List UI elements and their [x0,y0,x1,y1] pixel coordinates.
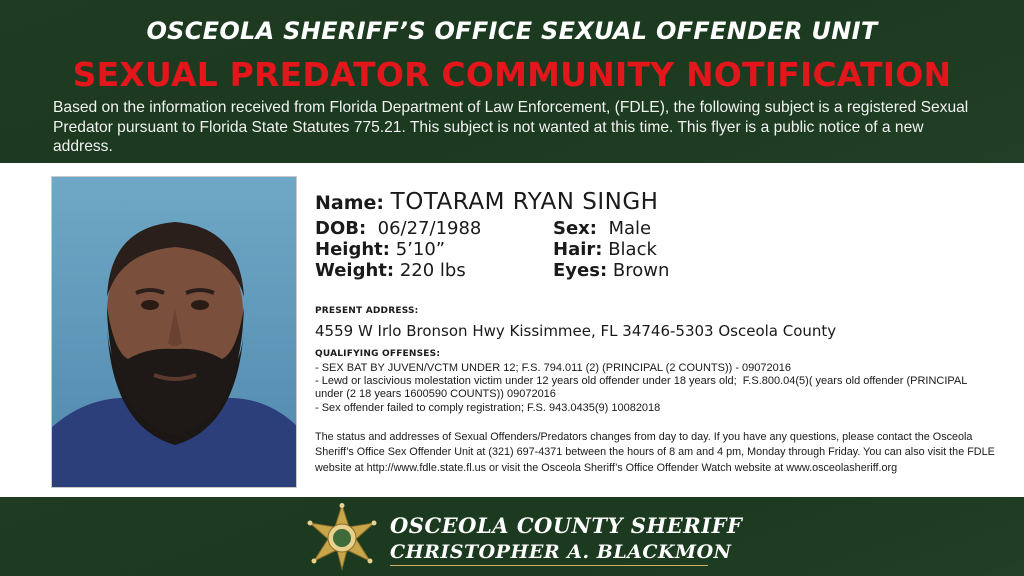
offense-item: - Sex offender failed to comply registration; F.S. 943.0435(9) 10082018 [315,401,661,414]
present-address: 4559 W Irlo Bronson Hwy Kissimmee, FL 34746-5303 Osceola County [315,322,837,340]
address-label: PRESENT ADDRESS: [315,306,419,316]
subject-name: TOTARAM RYAN SINGH [390,189,659,215]
sex-label: Sex: [553,218,597,239]
header-banner [0,0,1024,163]
dob-value: 06/27/1988 [377,218,482,239]
offense-item: - SEX BAT BY JUVEN/VCTM UNDER 12; F.S. 794.011 (2) (PRINCIPAL (2 COUNTS)) - 09072016 [315,362,792,374]
weight-row [315,260,466,281]
hair-label: Hair: [553,239,603,260]
weight-value: 220 lbs [399,260,466,281]
sheriff-star-icon [304,503,380,571]
sex-row [553,218,651,239]
height-value: 5’10” [395,239,446,260]
contact-notice: The status and addresses of Sexual Offenders/Predators changes from day to day. If you have any questions, please contact the Osceola Sheriff’s Office Sex Offender Unit at (321) 697-4371 between the hours of 8 am and 4 pm, Monday through Friday. You can also visit the FDLE website at http://www.fdle.state.fl.us or visit the Osceola Sheriff’s Office Offender Watch website at www.osceolasheriff.org [315,431,995,474]
footer-divider [390,565,708,566]
agency-name: OSCEOLA COUNTY SHERIFF [390,513,743,538]
subject-info [315,186,995,474]
name-row: Name: TOTARAM RYAN SINGH [315,189,659,215]
dob-label: DOB: [315,218,367,239]
subject-photo-illustration [52,177,297,488]
weight-label: Weight: [315,260,395,281]
unit-title: OSCEOLA SHERIFF’S OFFICE SEXUAL OFFENDER UNIT [146,17,878,45]
offenses-list [315,362,995,415]
hair-value: Black [608,239,657,260]
name-label: Name [315,192,377,214]
hair-row [553,239,657,260]
footer-banner [0,497,1024,576]
eyes-label: Eyes: [553,260,608,281]
height-row [315,239,445,260]
eyes-value: Brown [612,260,670,281]
height-label: Height: [315,239,390,260]
notification-title: SEXUAL PREDATOR COMMUNITY NOTIFICATION [72,55,952,94]
offenses-label: QUALIFYING OFFENSES: [315,349,441,359]
offense-item: - Lewd or lascivious molestation victim under 12 years old offender under 18 years old; F.S.800.04(5)( years old offender (PRINCIPAL under (2 18 years 1600590 COUNTS)) 09072016 [315,375,971,401]
dob-row [315,218,481,239]
sheriff-name: CHRISTOPHER A. BLACKMON [390,541,732,563]
subject-photo [51,176,297,488]
sex-value: Male [608,218,652,239]
eyes-row [553,260,669,281]
intro-text: Based on the information received from Florida Department of Law Enforcement, (FDLE), the following subject is a registered Sexual Predator pursuant to Florida State Statutes 775.21. This subject is not wanted at this time. This flyer is a public notice of a new address. [53,99,969,155]
